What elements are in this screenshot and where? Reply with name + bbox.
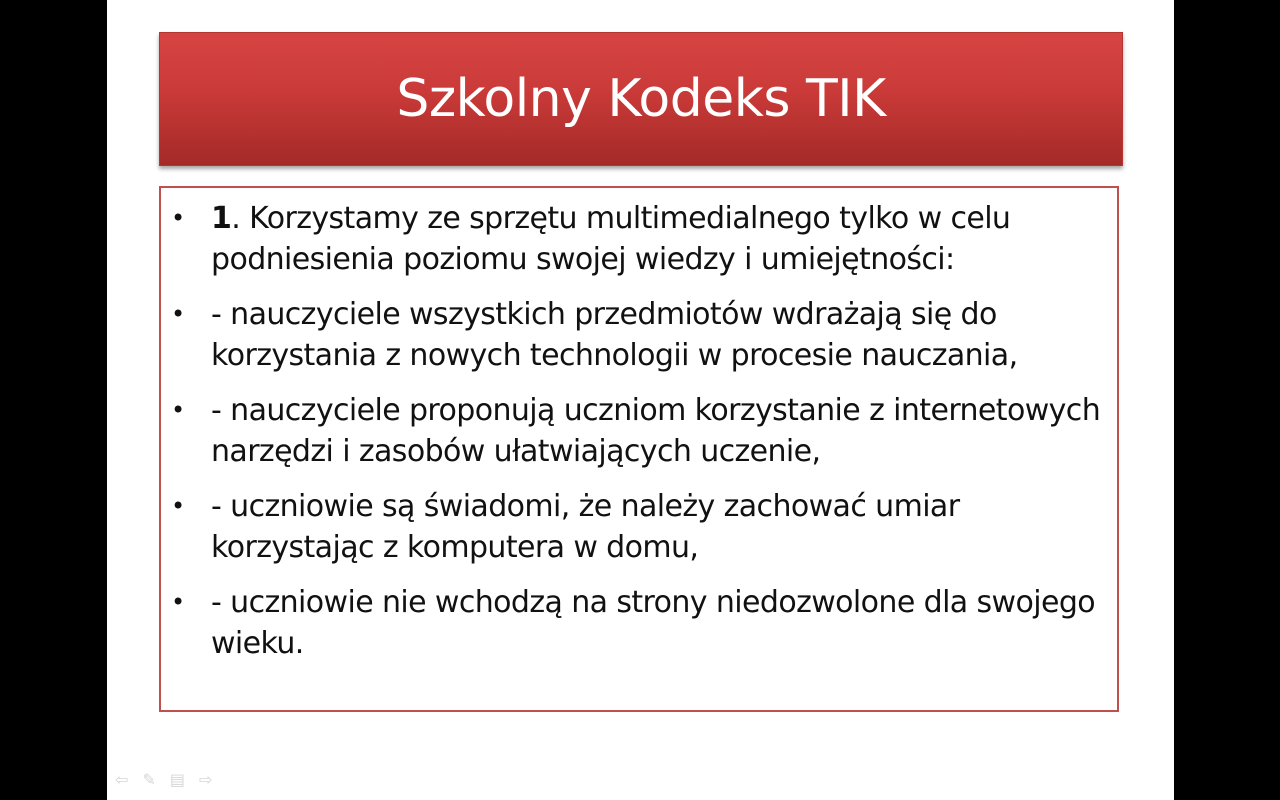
bullet-text: - nauczyciele proponują uczniom korzystanie z internetowych narzędzi i zasobów ułatwiających uczenie, bbox=[211, 393, 1101, 469]
bullet-dot-icon: • bbox=[171, 492, 185, 520]
forward-arrow-icon[interactable]: ⇨ bbox=[198, 770, 213, 789]
slide bbox=[107, 0, 1174, 800]
bullet-dot-icon: • bbox=[171, 588, 185, 616]
bullet-item bbox=[161, 486, 1107, 568]
bullet-dot-icon: • bbox=[171, 300, 185, 328]
bullet-list bbox=[161, 198, 1107, 664]
slide-title: Szkolny Kodeks TIK bbox=[396, 69, 886, 129]
title-box bbox=[159, 32, 1123, 166]
bullet-item bbox=[161, 294, 1107, 376]
back-arrow-icon[interactable]: ⇦ bbox=[115, 770, 129, 789]
menu-icon[interactable]: ▤ bbox=[169, 770, 185, 789]
bullet-number: 1 bbox=[211, 201, 232, 236]
bullet-item bbox=[161, 390, 1107, 472]
bullet-dot-icon: • bbox=[171, 204, 185, 232]
bullet-text: - uczniowie nie wchodzą na strony niedozwolone dla swojego wieku. bbox=[211, 585, 1096, 661]
bullet-item bbox=[161, 582, 1107, 664]
slideshow-nav bbox=[115, 770, 212, 789]
bullet-text: . Korzystamy ze sprzętu multimedialnego tylko w celu podniesienia poziomu swojej wiedzy i umiejętności: bbox=[211, 201, 1011, 277]
bullet-item bbox=[161, 198, 1107, 280]
bullet-text: - nauczyciele wszystkich przedmiotów wdrażają się do korzystania z nowych technologii w procesie nauczania, bbox=[211, 297, 1018, 373]
bullet-text: - uczniowie są świadomi, że należy zachować umiar korzystając z komputera w domu, bbox=[211, 489, 960, 565]
content-box bbox=[159, 186, 1119, 712]
bullet-dot-icon: • bbox=[171, 396, 185, 424]
pen-icon[interactable]: ✎ bbox=[142, 770, 156, 789]
